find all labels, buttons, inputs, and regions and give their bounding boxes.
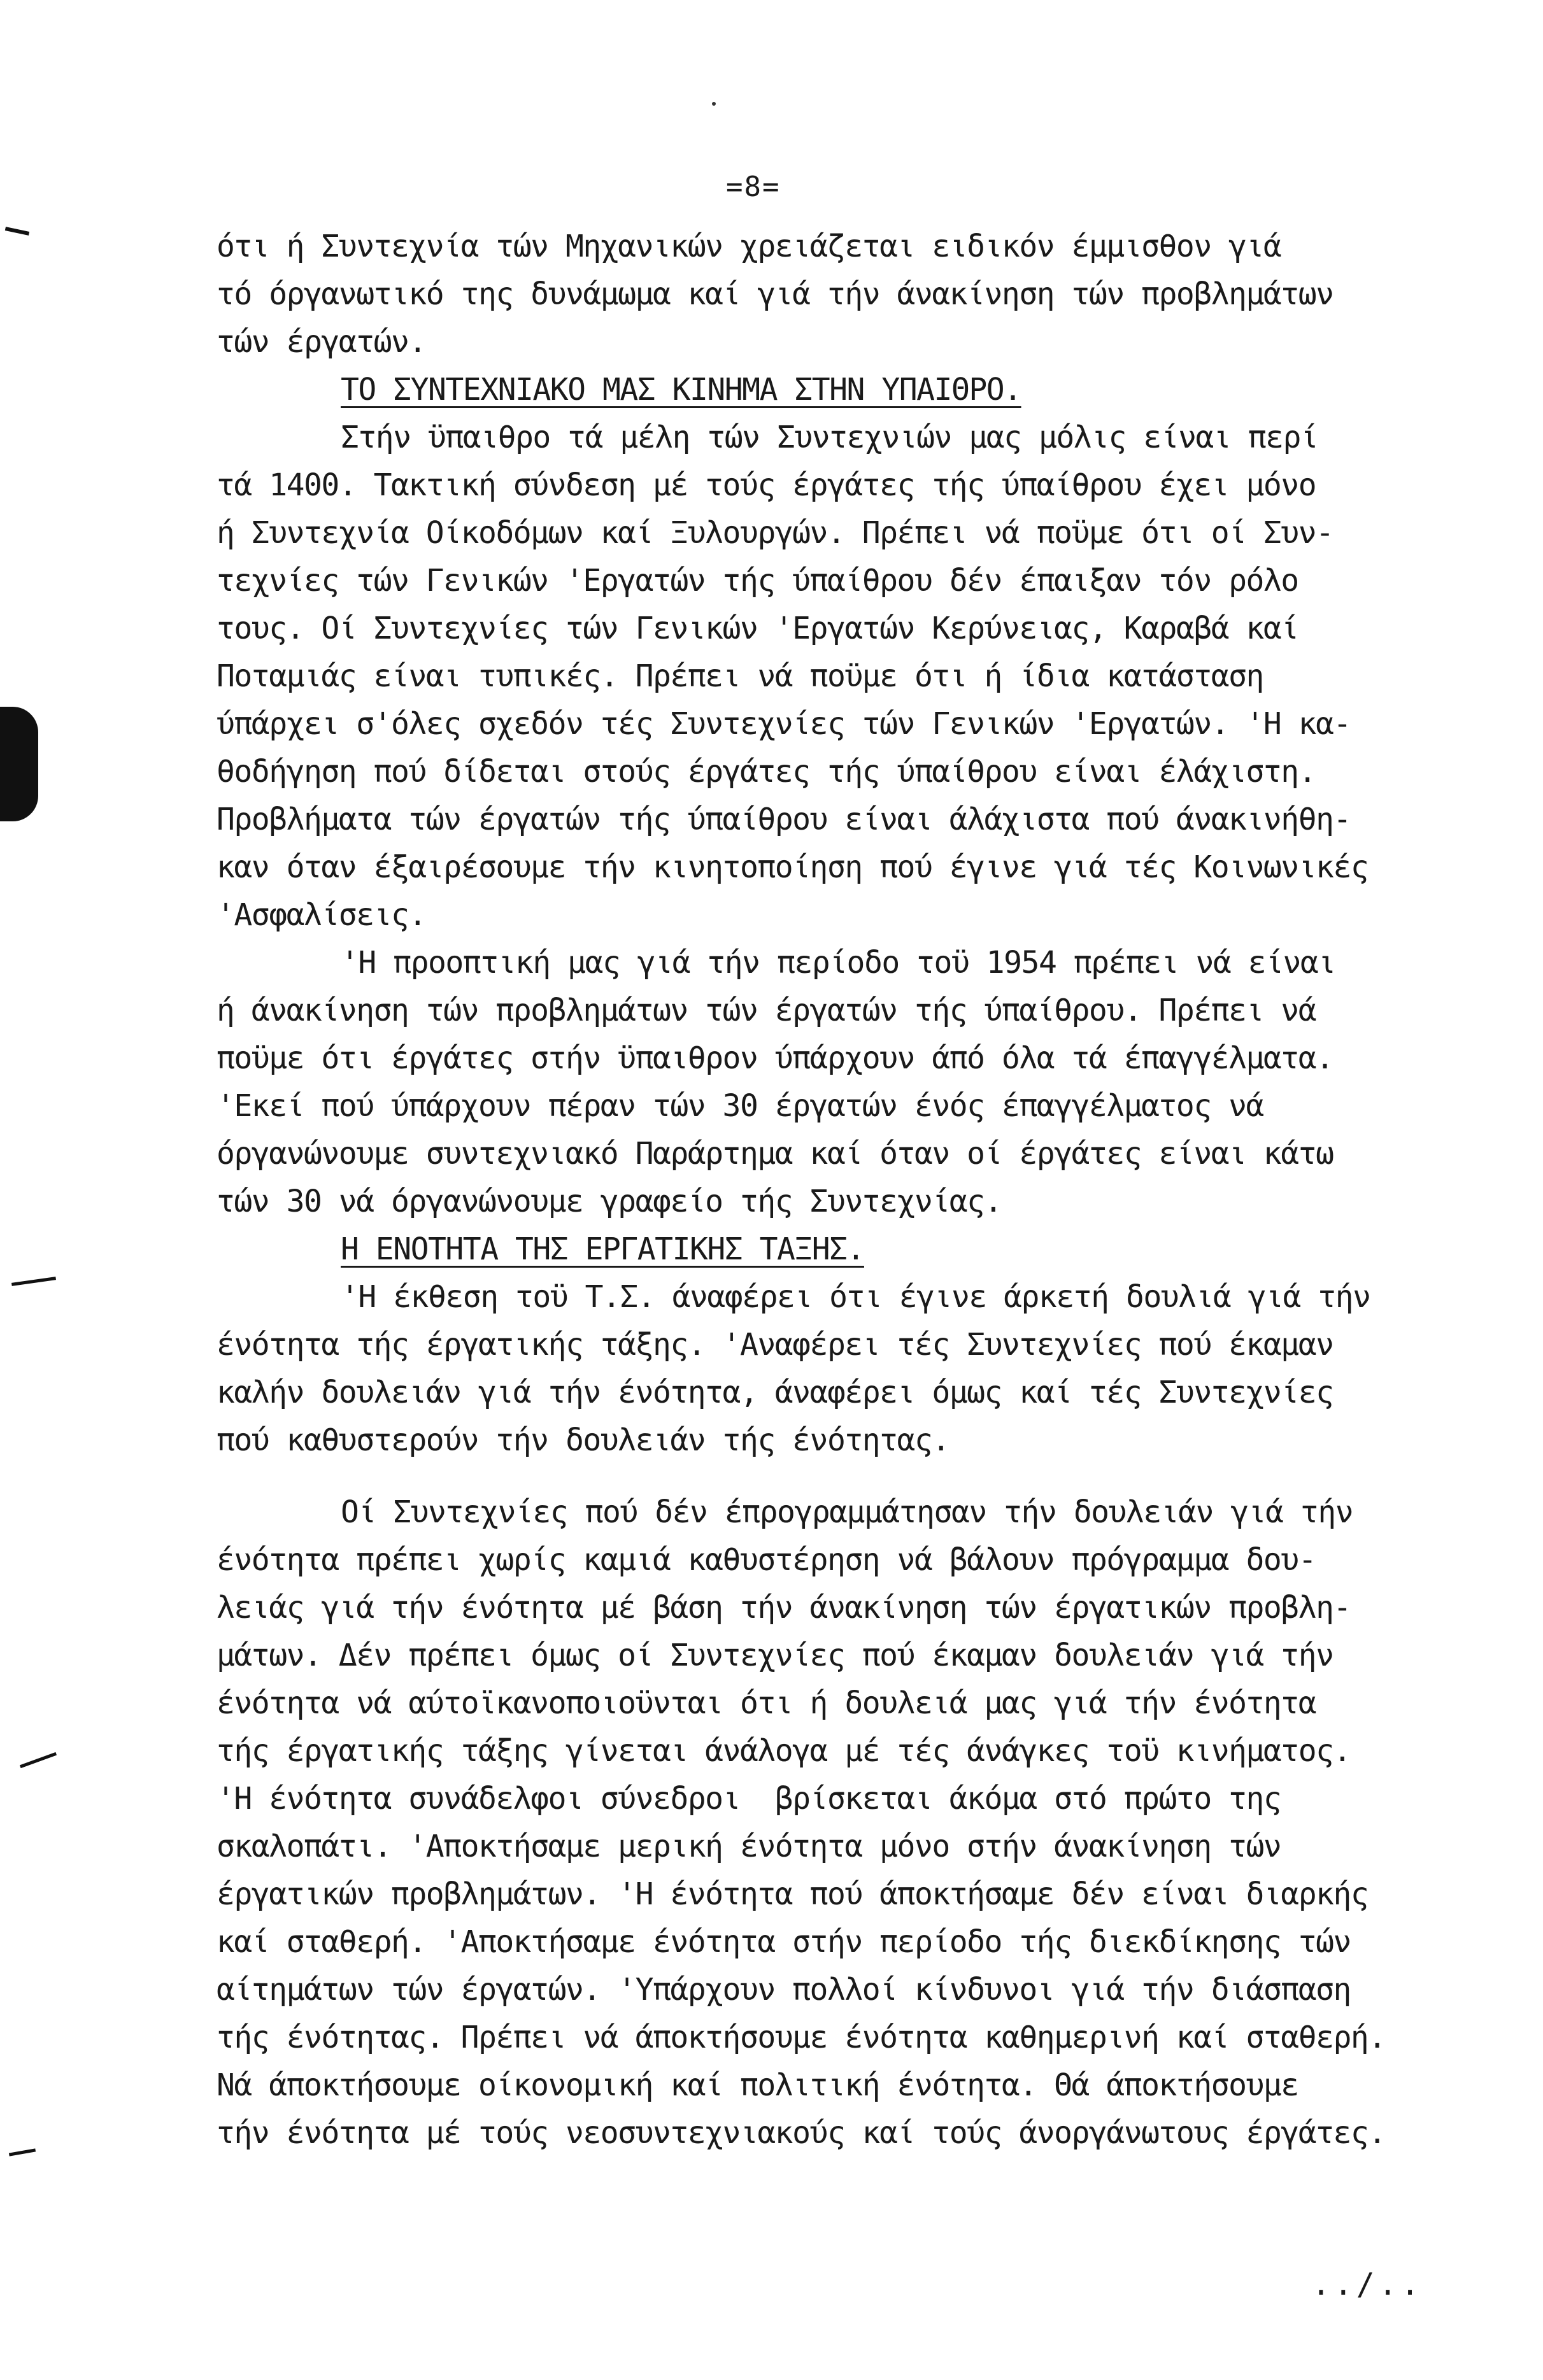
text-line [217, 318, 1528, 366]
text-line-content: τό όργανωτικό της δυνάμωμα καί γιά τήν άνακίνηση τών προβλημάτων [217, 276, 1333, 312]
text-line [217, 700, 1528, 748]
text-line-content: 'Η έκθεση τοϋ Τ.Σ. άναφέρει ότι έγινε άρκετή δουλιά γιά τήν [341, 1279, 1370, 1315]
text-line [217, 844, 1528, 891]
text-line [217, 1727, 1528, 1775]
text-line [217, 1680, 1528, 1727]
text-line [217, 1417, 1528, 1464]
text-line-content: Στήν ϋπαιθρο τά μέλη τών Συντεχνιών μας μόλις είναι περί [341, 420, 1318, 455]
margin-mark [5, 227, 29, 236]
text-line [217, 1584, 1528, 1632]
text-line [217, 1823, 1528, 1871]
text-line [217, 414, 1528, 462]
text-line [217, 1178, 1528, 1226]
text-line [217, 1035, 1528, 1082]
text-line-content: καλήν δουλειάν γιά τήν ένότητα, άναφέρει όμως καί τές Συντεχνίες [217, 1375, 1333, 1410]
body-text [217, 223, 1528, 2157]
text-line [217, 1632, 1528, 1680]
text-line-content: Ποταμιάς είναι τυπικές. Πρέπει νά ποϋμε ότι ή ίδια κατάσταση [217, 658, 1263, 694]
text-line-content: τών 30 νά όργανώνουμε γραφείο τής Συντεχνίας. [217, 1184, 1002, 1219]
text-line-content: τών έργατών. [217, 324, 426, 360]
text-line-content: ένότητα νά αύτοϊκανοποιοϋνται ότι ή δουλειά μας γιά τήν ένότητα [217, 1685, 1316, 1721]
text-line-content: σκαλοπάτι. 'Αποκτήσαμε μερική ένότητα μόνο στήν άνακίνηση τών [217, 1829, 1281, 1864]
margin-mark [9, 2148, 36, 2156]
text-line-content: έργατικών προβλημάτων. 'Η ένότητα πού άποκτήσαμε δέν είναι διαρκής [217, 1876, 1369, 1912]
text-line-content: ένότητα πρέπει χωρίς καμιά καθυστέρηση νά βάλουν πρόγραμμα δου- [217, 1542, 1316, 1578]
text-line [217, 1775, 1528, 1823]
section-heading [217, 1226, 1528, 1273]
text-line [217, 2109, 1528, 2157]
text-line [217, 1871, 1528, 1918]
text-line [217, 1536, 1528, 1584]
text-line-content: τής ένότητας. Πρέπει νά άποκτήσουμε ένότητα καθημερινή καί σταθερή. [217, 2020, 1386, 2055]
text-line-content: καν όταν έξαιρέσουμε τήν κινητοποίηση πού έγινε γιά τές Κοινωνικές [217, 849, 1369, 885]
text-line [217, 271, 1528, 318]
text-line-content: Νά άποκτήσουμε οίκονομική καί πολιτική ένότητα. Θά άποκτήσουμε [217, 2067, 1298, 2103]
text-line [217, 1321, 1528, 1369]
text-line-content: ύπάρχει σ'όλες σχεδόν τές Συντεχνίες τών Γενικών 'Εργατών. 'Η κα- [217, 706, 1351, 742]
text-line-content: πού καθυστερούν τήν δουλειάν τής ένότητας. [217, 1422, 949, 1458]
text-line [217, 1273, 1528, 1321]
text-line-content: 'Η προοπτική μας γιά τήν περίοδο τοϋ 1954 πρέπει νά είναι [341, 945, 1335, 981]
text-line-content: λειάς γιά τήν ένότητα μέ βάση τήν άνακίνηση τών έργατικών προβλη- [217, 1590, 1351, 1626]
text-line [217, 1369, 1528, 1417]
text-line [217, 987, 1528, 1035]
continuation-mark: ../.. [1312, 2267, 1423, 2302]
stray-dot [712, 102, 716, 106]
text-line-content: τους. Οί Συντεχνίες τών Γενικών 'Εργατών Κερύνειας, Καραβά καί [217, 611, 1298, 646]
text-line-content: αίτημάτων τών έργατών. 'Υπάρχουν πολλοί κίνδυνοι γιά τήν διάσπαση [217, 1972, 1351, 2008]
margin-mark [11, 1277, 56, 1286]
text-line [217, 1918, 1528, 1966]
margin-mark [20, 1752, 57, 1768]
text-line-content: τά 1400. Τακτική σύνδεση μέ τούς έργάτες τής ύπαίθρου έχει μόνο [217, 467, 1316, 503]
section-heading [217, 366, 1528, 414]
text-line [217, 1082, 1528, 1130]
text-line-content: ή άνακίνηση τών προβλημάτων τών έργατών τής ύπαίθρου. Πρέπει νά [217, 993, 1316, 1028]
paragraph-gap [217, 1464, 1528, 1489]
text-line [217, 509, 1528, 557]
section-heading-text: ΤΟ ΣΥΝΤΕΧΝΙΑΚΟ ΜΑΣ ΚΙΝΗΜΑ ΣΤΗΝ ΥΠΑΙΘΡΟ. [341, 372, 1021, 407]
page-number: =8= [726, 171, 781, 203]
text-line-content: 'Ασφαλίσεις. [217, 897, 426, 933]
text-line-content: τής έργατικής τάξης γίνεται άνάλογα μέ τές άνάγκες τοϋ κινήματος. [217, 1733, 1351, 1769]
text-line-content: θοδήγηση πού δίδεται στούς έργάτες τής ύπαίθρου είναι έλάχιστη. [217, 754, 1316, 790]
text-line [217, 605, 1528, 653]
text-line [217, 2062, 1528, 2109]
text-line [217, 557, 1528, 605]
text-line [217, 1489, 1528, 1536]
text-line-content: τεχνίες τών Γενικών 'Εργατών τής ύπαίθρου δέν έπαιξαν τόν ρόλο [217, 563, 1298, 599]
text-line-content: ότι ή Συντεχνία τών Μηχανικών χρειάζεται ειδικόν έμμισθον γιά [217, 229, 1281, 264]
text-line-content: τήν ένότητα μέ τούς νεοσυντεχνιακούς καί τούς άνοργάνωτους έργάτες. [217, 2115, 1386, 2151]
text-line-content: ποϋμε ότι έργάτες στήν ϋπαιθρον ύπάρχουν άπό όλα τά έπαγγέλματα. [217, 1040, 1333, 1076]
margin-mark [0, 707, 38, 821]
text-line [217, 462, 1528, 509]
text-line [217, 939, 1528, 987]
text-line-content: Προβλήματα τών έργατών τής ύπαίθρου είναι άλάχιστα πού άνακινήθη- [217, 802, 1351, 837]
text-line-content: 'Η ένότητα συνάδελφοι σύνεδροι βρίσκεται άκόμα στό πρώτο της [217, 1781, 1281, 1817]
text-line-content: μάτων. Δέν πρέπει όμως οί Συντεχνίες πού έκαμαν δουλειάν γιά τήν [217, 1638, 1333, 1673]
text-line-content: ή Συντεχνία Οίκοδόμων καί Ξυλουργών. Πρέπει νά ποϋμε ότι οί Συν- [217, 515, 1333, 551]
section-heading-text: Η ΕΝΟΤΗΤΑ ΤΗΣ ΕΡΓΑΤΙΚΗΣ ΤΑΞΗΣ. [341, 1231, 864, 1267]
text-line [217, 653, 1528, 700]
text-line [217, 2014, 1528, 2062]
text-line [217, 1966, 1528, 2014]
text-line-content: Οί Συντεχνίες πού δέν έπρογραμμάτησαν τήν δουλειάν γιά τήν [341, 1494, 1353, 1530]
text-line-content: ένότητα τής έργατικής τάξης. 'Αναφέρει τές Συντεχνίες πού έκαμαν [217, 1327, 1333, 1363]
text-line [217, 796, 1528, 844]
text-line-content: όργανώνουμε συντεχνιακό Παράρτημα καί όταν οί έργάτες είναι κάτω [217, 1136, 1333, 1172]
text-line-content: καί σταθερή. 'Αποκτήσαμε ένότητα στήν περίοδο τής διεκδίκησης τών [217, 1924, 1351, 1960]
text-line [217, 1130, 1528, 1178]
text-line [217, 748, 1528, 796]
text-line [217, 223, 1528, 271]
text-line [217, 891, 1528, 939]
text-line-content: 'Εκεί πού ύπάρχουν πέραν τών 30 έργατών ένός έπαγγέλματος νά [217, 1088, 1263, 1124]
